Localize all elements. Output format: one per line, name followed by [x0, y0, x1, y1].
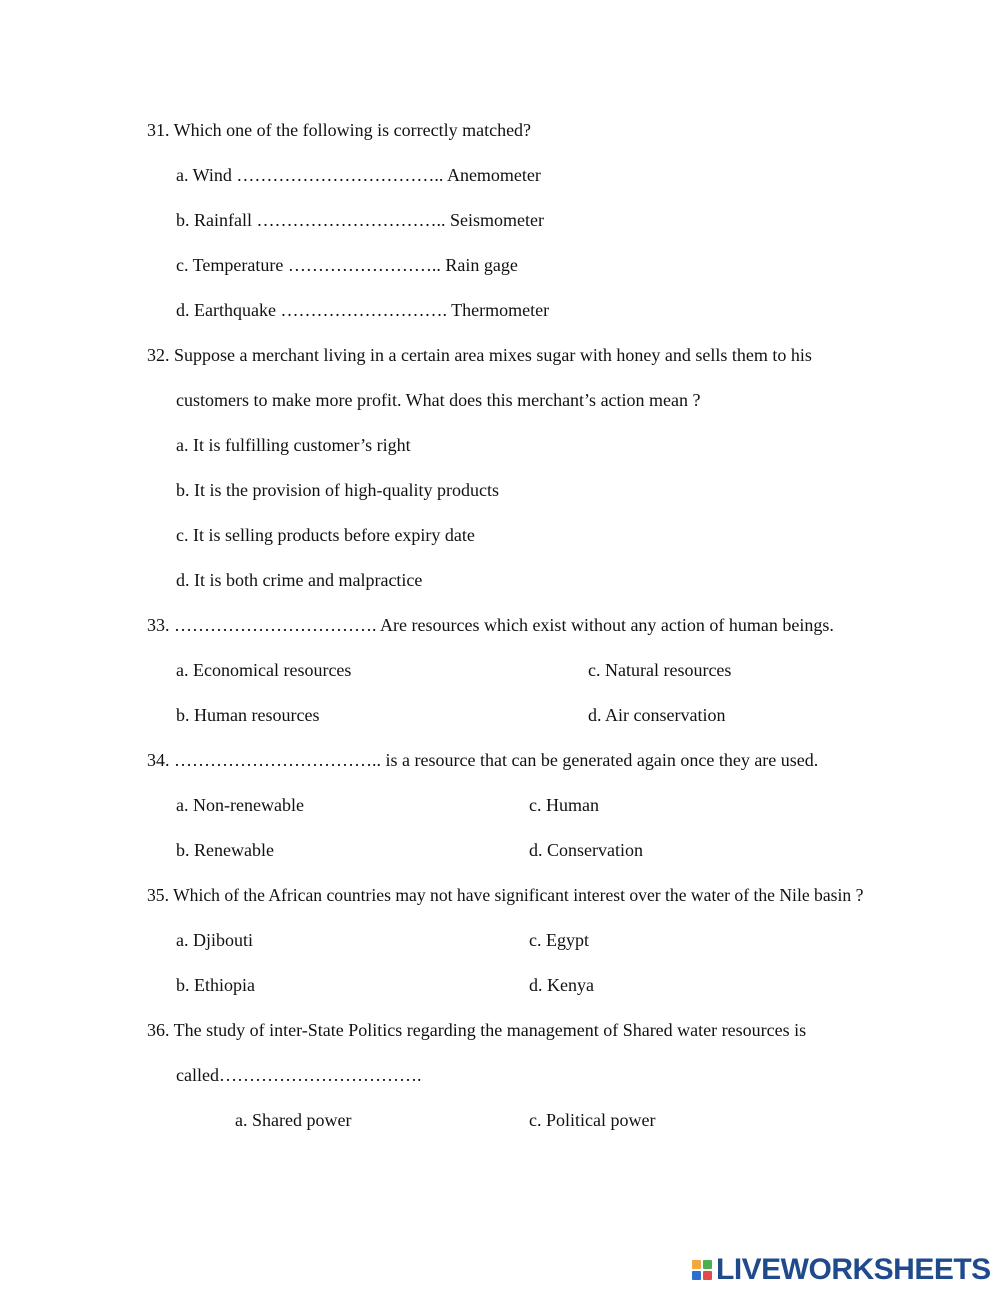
- question-36-stem-line1: 36. The study of inter-State Politics regarding the management of Shared water resources is: [147, 1020, 807, 1040]
- question-32-option-b: b. It is the provision of high-quality products: [176, 480, 499, 500]
- question-33-stem: 33. ……………………………. Are resources which exist without any action of human beings.: [147, 615, 834, 635]
- question-33-option-a: a. Economical resources: [176, 660, 352, 680]
- logo-blocks-icon: [692, 1260, 712, 1280]
- question-34-stem: 34. …………………………….. is a resource that can be generated again once they are used.: [147, 750, 819, 770]
- question-35-option-b: b. Ethiopia: [176, 975, 255, 995]
- question-36-stem-line2: called…………………………….: [176, 1065, 422, 1085]
- question-34-option-b: b. Renewable: [176, 840, 274, 860]
- question-33-option-c: c. Natural resources: [588, 660, 732, 680]
- question-36-option-a: a. Shared power: [235, 1110, 352, 1130]
- question-32-option-c: c. It is selling products before expiry date: [176, 525, 475, 545]
- question-33-option-b: b. Human resources: [176, 705, 320, 725]
- question-35-option-a: a. Djibouti: [176, 930, 253, 950]
- question-35-stem: 35. Which of the African countries may not have significant interest over the water of the Nile basin ?: [147, 885, 864, 905]
- question-35-option-c: c. Egypt: [529, 930, 589, 950]
- question-31-option-c: c. Temperature …………………….. Rain gage: [176, 255, 518, 275]
- question-32-option-d: d. It is both crime and malpractice: [176, 570, 423, 590]
- question-34-option-d: d. Conservation: [529, 840, 643, 860]
- question-31-option-a: a. Wind …………………………….. Anemometer: [176, 165, 541, 185]
- logo-text: LIVEWORKSHEETS: [716, 1253, 991, 1286]
- question-32-stem-line1: 32. Suppose a merchant living in a certain area mixes sugar with honey and sells them to his: [147, 345, 812, 365]
- question-32-stem-line2: customers to make more profit. What does this merchant’s action mean ?: [176, 390, 701, 410]
- question-36-option-c: c. Political power: [529, 1110, 656, 1130]
- question-32-option-a: a. It is fulfilling customer’s right: [176, 435, 411, 455]
- liveworksheets-logo[interactable]: [692, 1253, 991, 1286]
- question-34-option-a: a. Non-renewable: [176, 795, 304, 815]
- question-33-option-d: d. Air conservation: [588, 705, 726, 725]
- question-31-option-b: b. Rainfall ………………………….. Seismometer: [176, 210, 544, 230]
- question-31-stem: 31. Which one of the following is correctly matched?: [147, 120, 532, 140]
- question-31-option-d: d. Earthquake ………………………. Thermometer: [176, 300, 550, 320]
- question-35-option-d: d. Kenya: [529, 975, 594, 995]
- question-34-option-c: c. Human: [529, 795, 599, 815]
